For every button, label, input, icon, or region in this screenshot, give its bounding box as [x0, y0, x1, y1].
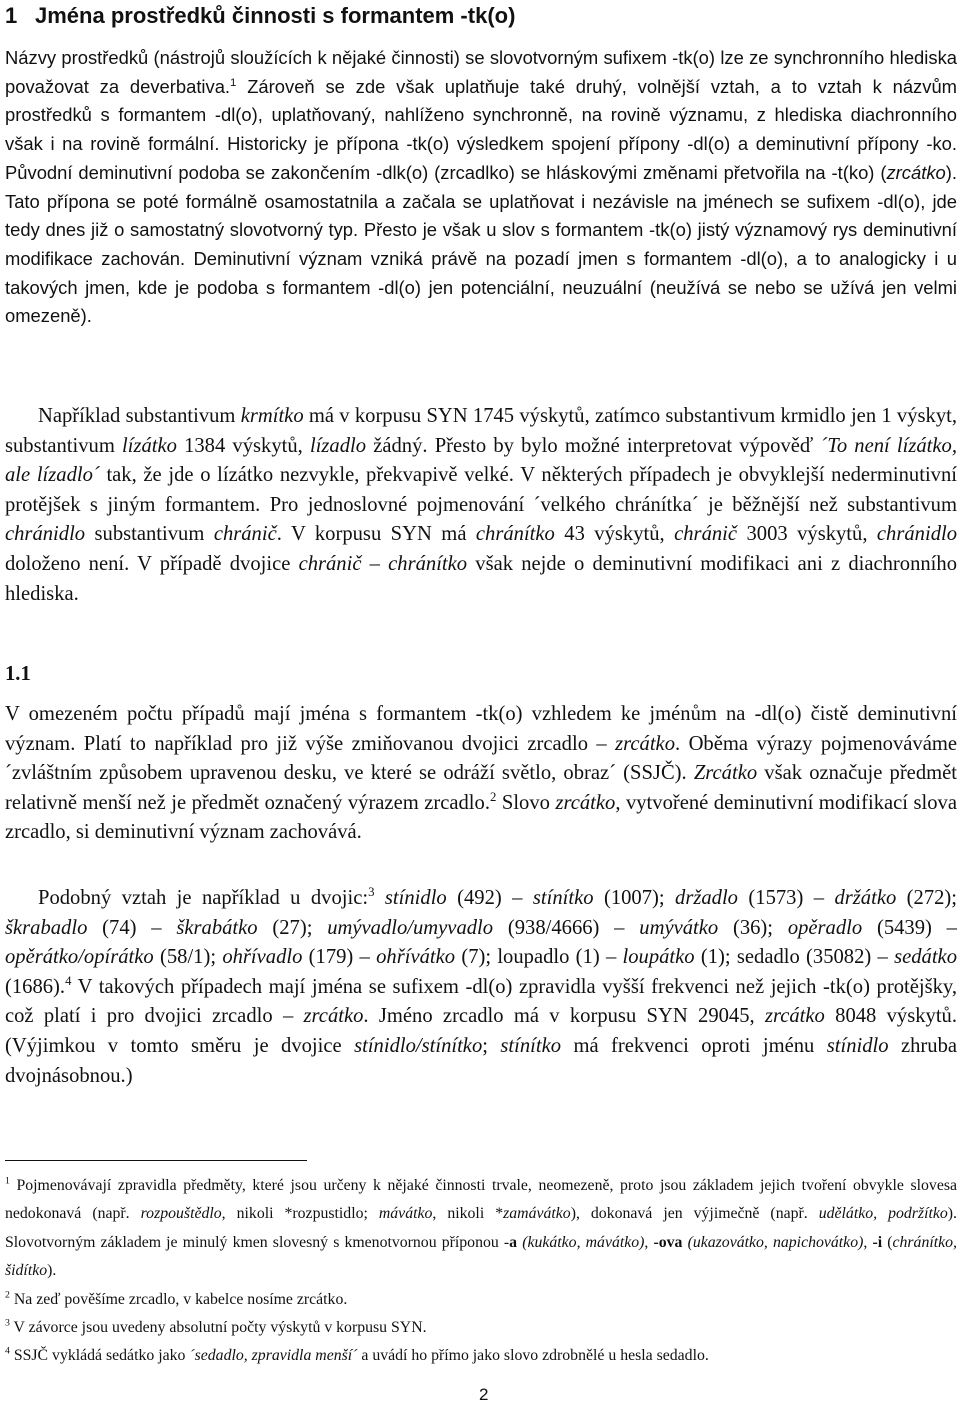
italic-term: opěradlo: [787, 916, 863, 939]
footnote-separator: [5, 1160, 307, 1161]
italic-term: lízátko: [122, 434, 177, 457]
italic-term: chránidlo: [876, 523, 958, 546]
page-number: 2: [479, 1385, 489, 1404]
text-run: [374, 887, 384, 909]
footnote-ref: 1: [230, 76, 237, 89]
text-run: (1007);: [593, 887, 676, 909]
text-run: SSJČ vykládá sedátko jako: [9, 1347, 190, 1365]
text-run: Například substantivum: [38, 405, 241, 427]
text-run: (: [882, 1233, 893, 1251]
paragraph-section-1-1: [5, 700, 957, 848]
text-run: , vytvořené deminutivní modifikací slova zrcadlo, si deminutivní význam zachovává.: [5, 791, 957, 844]
italic-term: chránítko, šidítko: [5, 1233, 957, 1280]
italic-term: zrcátko: [886, 161, 946, 183]
heading-number: 1: [5, 3, 18, 28]
text-run: ).: [47, 1262, 57, 1280]
document-page: [5, 0, 957, 1408]
text-run: V omezeném počtu případů mají jména s formantem -tk(o) vzhledem ke jménům na -dl(o) čistě deminutivní význam. Platí to například pro již výše zmiňovanou dvojici zrcadlo –: [5, 703, 957, 755]
text-run: . V korpusu SYN má: [276, 523, 476, 546]
text-run: a uvádí ho přímo jako slovo zdrobnělé u hesla sedadlo.: [357, 1347, 709, 1365]
italic-term: krmítko: [240, 405, 304, 427]
italic-term: stínidlo: [826, 1034, 889, 1057]
text-run: Zároveň se zde však uplatňuje také druhý, volnější vztah, a to vztah k názvům prostředků s formantem -dl(o), uplatňovaný, nahlíženo synchronně, na rovině významu, z hlediska diachronního však i na rovině formální. Historicky je přípona -tk(o) výsledkem spojení přípony -dl(o) a deminutivní přípony -ko. Původní deminutivní podoba se zakončením -dlk(o) (zrcadlko) se hláskovými změnami přetvořila na -t(ko) (: [5, 75, 957, 183]
text-run: (1573) –: [737, 887, 835, 909]
italic-term: loupátko: [622, 946, 695, 969]
text-run: ), dokonavá jen výjimečně (např.: [570, 1205, 819, 1223]
text-run: , nikoli *rozpustidlo;: [221, 1205, 379, 1223]
text-run: tak, že jde o lízátko nezvykle, překvapivě velké. V některých případech je obvyklejší nederminutivní protějšek s jiným formantem. Pro jednoslovné pojmenování ´velkého chránítka´ je běžnější než substantivum: [5, 464, 957, 516]
footnote-1: [5, 1172, 957, 1286]
footnote-number: 1: [5, 1175, 10, 1187]
text-run: 8048 výskytů. (Výjimkou v tomto směru je dvojice: [5, 1005, 957, 1057]
footnote-3: [5, 1314, 957, 1342]
italic-term: stínidlo/stínítko: [354, 1034, 483, 1057]
italic-term: umývadlo/umyvadlo: [327, 916, 494, 939]
italic-term: škrabadlo: [5, 916, 88, 939]
italic-term: chránič: [213, 523, 277, 546]
italic-term: chránítko: [475, 523, 555, 546]
text-run: , nikoli *: [432, 1205, 504, 1223]
footnote-ref: 2: [489, 789, 497, 804]
italic-term: ohřívátko: [376, 946, 456, 969]
text-run: ). Tato přípona se poté formálně osamostatnila a začala se uplatňovat i nezávisle na jménech se sufixem -dl(o), jde tedy dnes již o samostatný slovotvorný typ. Přesto je však u slov s formantem -tk(o) jistý významový rys deminutivní modifikace zachován. Deminutivní význam vzniká právě na pozadí jmen s formantem -dl(o), a to analogicky i u takových jmen, kde je podoba s formantem -dl(o) jen potenciální, neuzuální (neužívá se nebo se užívá jen velmi omezeně).: [5, 161, 957, 327]
text-run: zhruba dvojnásobnou.): [5, 1034, 958, 1087]
italic-term: zrcátko: [615, 732, 675, 755]
italic-term: (ukazovátko, napichovátko): [687, 1233, 864, 1251]
italic-term: chránič: [674, 523, 738, 546]
text-run: ;: [482, 1034, 501, 1057]
italic-term: rozpouštědlo: [140, 1205, 222, 1223]
italic-term: škrabátko: [176, 916, 258, 939]
italic-term: lízadlo: [309, 434, 367, 457]
italic-term: udělátko, podržítko: [818, 1205, 948, 1223]
italic-term: ´To není lízátko, ale lízadlo´: [5, 434, 957, 487]
italic-term: chránič – chránítko: [298, 552, 468, 575]
text-run: (74) –: [87, 916, 177, 939]
paragraph-pairs: [5, 884, 957, 1091]
text-run: ,: [644, 1233, 654, 1251]
italic-term: umývátko: [639, 916, 719, 939]
text-run: (1686).: [5, 975, 66, 998]
text-run: však nejde o deminutivní modifikaci ani z diachronního hlediska.: [5, 552, 957, 605]
italic-term: mávátko: [378, 1205, 433, 1223]
text-run: 1384 výskytů,: [176, 434, 310, 457]
footnote-number: 3: [5, 1317, 10, 1329]
page-title: [5, 2, 515, 30]
text-run: substantivum: [85, 523, 214, 546]
text-run: (27);: [257, 916, 328, 939]
text-run: Slovo: [496, 791, 556, 814]
text-run: Podobný vztah je například u dvojic:: [38, 887, 369, 909]
text-run: Názvy prostředků (nástrojů sloužících k nějaké činnosti) se slovotvorným sufixem -tk(o) lze ze synchronního hlediska považovat za deverbativa.: [5, 47, 957, 97]
text-run: má v korpusu SYN 1745 výskytů, zatímco substantivum krmidlo jen 1 výskyt, substantivum: [5, 405, 957, 457]
heading-title: Jména prostředků činnosti s formantem -tk(o): [35, 3, 516, 28]
text-run: 43 výskytů,: [554, 523, 675, 546]
italic-term: ´sedadlo, zpravidla menší´: [189, 1347, 358, 1365]
bold-suffix: a: [509, 1233, 518, 1251]
footnotes: [5, 1172, 957, 1371]
italic-term: (kukátko, mávátko): [522, 1233, 645, 1251]
italic-term: držadlo: [675, 887, 738, 909]
italic-term: zrcátko: [764, 1005, 825, 1028]
italic-term: ohřívadlo: [222, 946, 303, 969]
text-run: (58/1);: [153, 946, 223, 969]
italic-term: držátko: [834, 887, 897, 909]
text-run: (938/4666) –: [493, 916, 640, 939]
bold-suffix: -ova: [653, 1233, 683, 1251]
text-run: má frekvenci oproti jménu: [561, 1034, 827, 1057]
text-run: žádný. Přesto by bylo možné interpretovat výpověď: [366, 434, 821, 457]
footnote-number: 4: [5, 1346, 10, 1358]
text-run: však označuje předmět relativně menší než je předmět označený výrazem zrcadlo.: [5, 762, 957, 814]
bold-suffix: -i: [872, 1233, 883, 1251]
text-run: ). Slovotvorným základem je minulý kmen slovesný s kmenotvornou příponou -: [5, 1205, 957, 1251]
footnote-4: [5, 1342, 957, 1370]
text-run: ,: [863, 1233, 873, 1251]
text-run: (492) –: [446, 887, 533, 909]
italic-term: Zrcátko: [693, 762, 758, 785]
text-run: V takových případech mají jména se sufixem -dl(o) zpravidla vyšší frekvenci než jejich -tk(o) protějšky, což platí i pro dvojici zrcadlo –: [5, 975, 957, 1028]
italic-term: stínítko: [500, 1034, 562, 1057]
paragraph-intro: [5, 44, 957, 331]
italic-term: stínidlo: [384, 887, 447, 909]
text-run: doloženo není. V případě dvojice: [5, 552, 299, 575]
text-run: 3003 výskytů,: [737, 523, 877, 546]
footnote-2: [5, 1286, 957, 1314]
section-heading: 1.1: [5, 663, 31, 685]
text-run: (36);: [718, 916, 788, 939]
footnote-ref: 3: [368, 885, 375, 900]
text-run: (5439) –: [862, 916, 957, 939]
footnote-number: 2: [5, 1289, 10, 1301]
text-run: Na zeď pověšíme zrcadlo, v kabelce nosíme zrcátko.: [9, 1290, 348, 1308]
italic-term: sedátko: [894, 946, 957, 969]
text-run: (7); loupadlo (1) –: [455, 946, 623, 969]
text-run: (179) –: [302, 946, 377, 969]
text-run: V závorce jsou uvedeny absolutní počty výskytů v korpusu SYN.: [9, 1319, 427, 1337]
text-run: . Jméno zrcadlo má v korpusu SYN 29045,: [363, 1005, 765, 1028]
paragraph-examples: [5, 402, 957, 609]
text-run: (1); sedadlo (35082) –: [694, 946, 895, 969]
italic-term: zrcátko: [555, 791, 616, 814]
italic-term: zamávátko: [503, 1205, 571, 1223]
text-run: Pojmenovávají zpravidla předměty, které jsou určeny k nějaké činnosti trvale, neomezeně, proto jsou základem jejich tvoření obvykle slovesa nedokonavá (např.: [5, 1177, 957, 1223]
italic-term: stínítko: [532, 887, 594, 909]
italic-term: zrcátko: [303, 1005, 364, 1028]
text-run: (272);: [896, 887, 958, 909]
text-run: . Oběma výrazy pojmenováváme ´zvláštním způsobem upravenou desku, ve které se odráží světlo, obraz´ (SSJČ).: [5, 732, 957, 785]
italic-term: chránidlo: [5, 523, 86, 546]
footnote-ref: 4: [65, 973, 72, 988]
italic-term: opěrátko/opírátko: [5, 946, 154, 969]
